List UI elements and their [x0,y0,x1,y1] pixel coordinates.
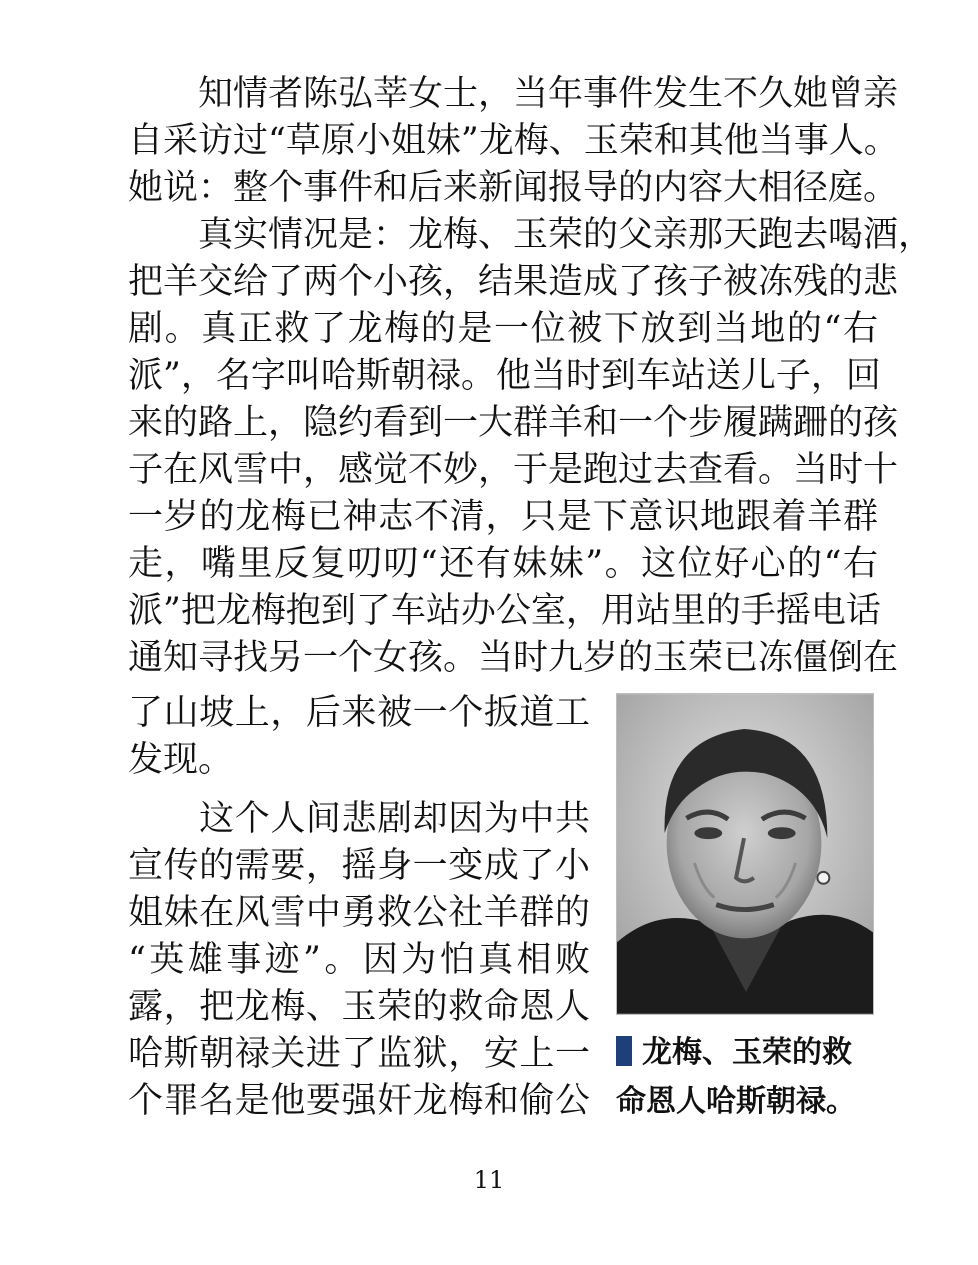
caption-marker [616,1036,632,1066]
body-text-line: 宣传的需要，摇身一变成了小 [128,846,590,886]
photo-caption-line [616,1031,878,1075]
photo-caption-line: 命恩人哈斯朝禄。 [616,1084,856,1119]
body-text-line: 这个人间悲剧却因为中共 [128,799,590,839]
caption-text: 龙梅、玉荣的救 [642,1035,852,1070]
body-text-line: 来的路上，隐约看到一大群羊和一个步履蹒跚的孩 [128,403,899,443]
portrait-illustration [617,694,873,1014]
body-text-line: “英雄事迹”。因为怕真相败 [128,940,590,980]
body-text-line: 子在风雪中，感觉不妙，于是跑过去查看。当时十 [128,450,899,490]
page-number: 11 [473,1166,505,1194]
body-text-line: 知情者陈弘莘女士，当年事件发生不久她曾亲 [128,74,899,114]
body-text-line: 把羊交给了两个小孩，结果造成了孩子被冻残的悲 [128,262,899,302]
body-text-line: 发现。 [128,740,234,780]
body-text-line: 走，嘴里反复叨叨“还有妹妹”。这位好心的“右 [128,544,878,584]
body-text-line: 她说：整个事件和后来新闻报导的内容大相径庭。 [128,168,899,208]
body-text-line: 剧。真正救了龙梅的是一位被下放到当地的“右 [128,309,878,349]
body-text-line: 哈斯朝禄关进了监狱，安上一 [128,1034,590,1074]
body-text-line: 派”把龙梅抱到了车站办公室，用站里的手摇电话 [128,591,881,631]
body-text-line: 个罪名是他要强奸龙梅和偷公 [128,1081,590,1121]
body-text-line: 姐妹在风雪中勇救公社羊群的 [128,893,590,933]
portrait-photo [616,693,874,1015]
body-text-line: 露，把龙梅、玉荣的救命恩人 [128,987,590,1027]
body-text-line: 一岁的龙梅已神志不清，只是下意识地跟着羊群 [128,497,878,537]
body-text-line: 了山坡上，后来被一个扳道工 [128,693,590,733]
body-text-line: 自采访过“草原小姐妹”龙梅、玉荣和其他当事人。 [128,121,899,161]
body-text-line: 通知寻找另一个女孩。当时九岁的玉荣已冻僵倒在 [128,638,899,678]
body-text-line: 真实情况是：龙梅、玉荣的父亲那天跑去喝酒， [128,215,934,255]
body-text-line: 派”，名字叫哈斯朝禄。他当时到车站送儿子，回 [128,356,881,396]
